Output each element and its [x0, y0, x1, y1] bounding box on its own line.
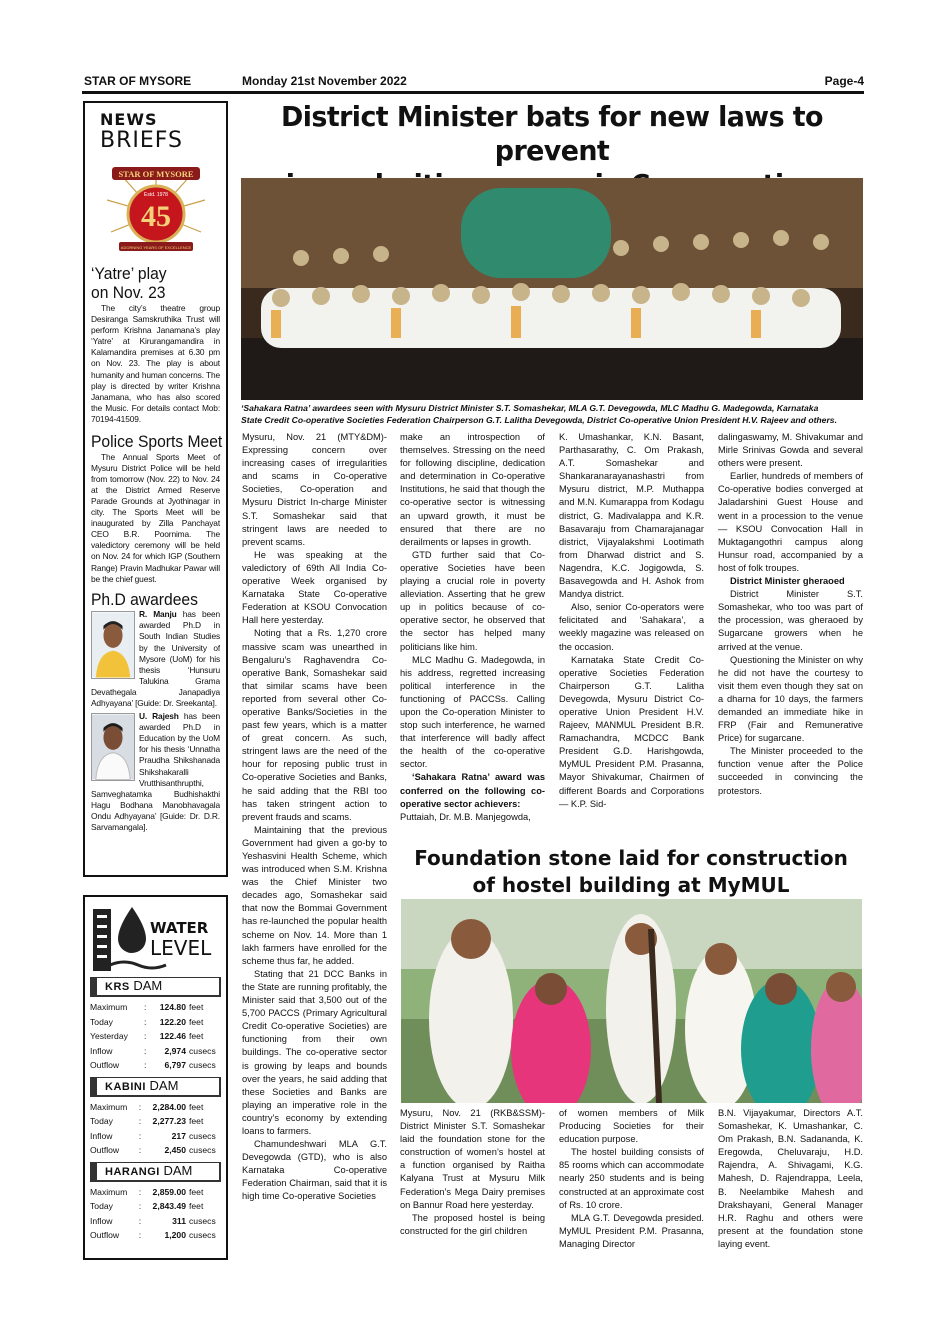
second-headline: Foundation stone laid for construction of hostel building at MyMUL — [414, 846, 848, 897]
portrait-photo-manju — [91, 611, 135, 679]
dam-table-harangi — [90, 1185, 221, 1243]
portrait-photo-rajesh — [91, 713, 135, 781]
level-label: LEVEL — [150, 936, 212, 960]
story1-column-2: make an introspection of themselves. Stressing on the need for following discipline, dedication and determination in Co-operative Institutions, he said that though the co-operative sector is witnessing an upward growth, it must be ensured that there are no derailments or lapses in growth. GTD further said that Co-operative Societies have been playing a crucial role in poverty alleviation. Asserting that he grew up in politics because of co-operative sector, he observed that the sector has helped many politicians like him. MLC Madhu G. Madegowda, in his address, regretted increasing political interference in the functioning of PACCSs. Calling upon the Co-operation Minister to stop such interference, he warned that interference will badly affect the health of the co-operative sector. ‘Sahakara Ratna’ award was conferred on the following co-operative sector achievers: Puttaiah, Dr. M.B. Manjegowda, — [400, 432, 545, 822]
masthead: STAR OF MYSORE — [84, 74, 192, 88]
awardee-manju — [91, 609, 220, 709]
issue-date: Monday 21st November 2022 — [242, 74, 407, 88]
photo-caption: ‘Sahakara Ratna’ awardees seen with Mysuru District Minister S.T. Somashekar, MLA G.T. Devegowda, MLC Madhu G. Madegowda, Karnataka State Credit Co-operative Societies Federation Chairperson G.T. Lalitha Devegowda, District Co-operative Union President H.V. Rajeev and others. — [241, 403, 837, 425]
dam-suffix: DAM — [149, 1077, 179, 1093]
table-row: Today : 2,843.49 feet — [90, 1201, 204, 1211]
awardee-text: has been awarded Ph.D in Education by the UoM for his thesis ‘Unnatha Praudha Shikshanada Shikshakaralli Vrutthisanthrupthi, Samveghatamka Budhishakthi Hagu Bodhana Manobhavagala Ondu Adhyayana’ [Guide: Dr. D.R. Sarvamangala]. — [91, 711, 220, 833]
water-label: WATER — [150, 919, 209, 937]
subheading: District Minister gheraoed — [730, 576, 845, 587]
briefs-briefs-label: BRIEFS — [100, 127, 183, 153]
logo-est: Estd. 1978 — [143, 191, 168, 198]
briefs-news-label: NEWS — [100, 110, 158, 129]
dam-name: KRS — [105, 981, 130, 993]
logo-motto: ADORNING YEARS OF EXCELLENCE — [120, 244, 191, 250]
dam-name: KABINI — [105, 1080, 146, 1093]
awardees-group-photo — [241, 178, 863, 400]
logo-number: 45 — [140, 199, 171, 233]
page-number: Page-4 — [824, 74, 864, 88]
briefs-heading — [100, 112, 220, 152]
star-of-mysore-45-logo — [97, 162, 215, 258]
table-row: Maximum : 2,284.00 feet — [90, 1101, 204, 1112]
story2-column-1: Mysuru, Nov. 21 (RKB&SSM)- District Minister S.T. Somashekar laid the foundation stone for the construction of women’s hostel at a function organised by Raitha Kalyana Trust at Mysuru Milk Federation’s Mega Dairy premises on Bannur Road here yesterday. The proposed hostel is being constructed for the girl children — [400, 1108, 545, 1236]
dam-heading-krs — [90, 977, 221, 997]
brief-title-phd: Ph.D awardees — [91, 589, 198, 609]
dam-suffix: DAM — [163, 1162, 193, 1178]
dam-heading-kabini — [90, 1077, 221, 1097]
table-row: Outflow : 1,200 cusecs — [90, 1230, 216, 1240]
table-row: Yesterday : 122.46 feet — [90, 1031, 204, 1041]
header-rule — [82, 91, 864, 94]
table-row: Outflow : 2,450 cusecs — [90, 1145, 216, 1155]
news-briefs-box — [83, 101, 228, 877]
dam-name: HARANGI — [105, 1165, 160, 1178]
dam-table-krs — [90, 1000, 221, 1073]
main-headline: District Minister bats for new laws to prevent — [281, 100, 823, 167]
awardee-name: R. Manju — [139, 609, 177, 620]
table-row: Today : 2,277.23 feet — [90, 1116, 204, 1126]
story2-column-3: B.N. Vijayakumar, Directors A.T. Somashekar, K. Umashankar, C. Om Prakash, B.N. Sadananda, K. Eregowda, Cheluvaraju, H.D. Rajendra, A. Shivagami, K.G. Mahesh, D. Rajendrappa, Leela, B. Neelambike Mahesh and Drakshayani, General Manager H.R. Raghu and others were present at the foundation stone laying event. — [718, 1108, 863, 1249]
table-row: Maximum : 124.80 feet — [90, 1002, 204, 1012]
dam-suffix: DAM — [133, 978, 163, 993]
table-row: Outflow : 6,797 cusecs — [90, 1060, 216, 1070]
brief-title-yatre: ‘Yatre’ play on Nov. 23 — [91, 263, 167, 303]
page-header — [84, 74, 864, 92]
awardee-name: U. Rajesh — [139, 711, 179, 722]
brief-body-police: The Annual Sports Meet of Mysuru District Police will be held from tomorrow (Nov. 22) to Nov. 24 at the District Armed Reserve Parade Grounds at Jyothinagar in city. The Sports Meet will be inaugurated by Zilla Panchayat CEO B.R. Poornima. The valedictory ceremony will be held on Nov. 24 for which IGP (Southern Range) Pravin Madhukar Pawar will be the chief guest. — [91, 451, 220, 584]
dam-table-kabini — [90, 1100, 221, 1158]
awardee-rajesh — [91, 711, 220, 833]
foundation-stone-photo — [401, 899, 862, 1103]
brief-body-yatre: The city’s theatre group Desiranga Samskruthika Trust will perform Krishna Janamana’s play ‘Yatre’ at Kirurangamandira in Kalamandira premises at 6.30 pm on Nov. 23. The play is about humanity and human concerns. The play is directed by writer Krishna Janamana, who has also scored the Music. For details contact Mob: 70194-41509. — [91, 302, 220, 424]
story2-column-2: of women members of Milk Producing Societies for their education purpose. The hostel building consists of 85 rooms which can accommodate nearly 250 students and is being constructed at an approximate cost of Rs. 10 crore. MLA G.T. Devegowda presided. MyMUL President P.M. Prasanna, Managing Director — [559, 1108, 704, 1249]
water-level-box — [83, 895, 228, 1260]
awardee-text: has been awarded Ph.D in South Indian Studies by the University of Mysore (UoM) for his thesis ‘Hunsuru Talukina Grama Devathegala Janapadiya Adhyayana’ [Guide: Dr. Sreekanta]. — [91, 609, 220, 708]
table-row: Maximum : 2,859.00 feet — [90, 1186, 204, 1197]
story1-column-1: Mysuru, Nov. 21 (MTY&DM)- Expressing concern over increasing cases of irregularities and scams in Co-operative Societies, Co-operation and Mysuru District In-charge Minister S.T. Somashekar said that stringent laws are needed to prevent scams. He was speaking at the valedictory of 69th All India Co-operative Week organised by Karnataka State Co-operative Federation at KSOU Convocation Hall here yesterday. Noting that a Rs. 1,270 crore massive scam was unearthed in Bengaluru’s Raghavendra Co-operative Bank, Somashekar said that similar scams have been reported from several other Co-operative Banks/Societies in the past few years, which is a matter of great concern. As such, stringent laws are the need of the hour for reposing public trust in Co-operative Societies and Banks, he said adding that the RBI too has taken stringent action to prevent frauds and scams. Maintaining that the previous Government had given a go-by to Yeshasvini Health Scheme, which was introduced when S.M. Krishna was the Chief Minister two decades ago, Somashekar said that now the Bommai Government has re-launched the popular health scheme on Nov. 14. More than 1 lakh farmers have enrolled for the scheme thus far, he added. Stating that 21 DCC Banks in the State are running profitably, the Minister said that 3,500 out of the 5,700 PACCS (Primary Agricultural Credit Co-operative Societies) are functioning from their own buildings. The co-operative sector is growing by leaps and bounds over the years, he said adding that these Societies and Banks are playing an imperative role in the country’s economy by extending loans to farmers. Chamundeshwari MLA G.T. Devegowda (GTD), who is also Karnataka Co-operative Federation Chairman, said that it is high time Co-operative Societies — [242, 432, 387, 1202]
table-row: Today : 122.20 feet — [90, 1016, 204, 1027]
dam-heading-harangi — [90, 1162, 221, 1182]
logo-name: STAR OF MYSORE — [117, 168, 194, 179]
table-row: Inflow : 217 cusecs — [90, 1130, 216, 1141]
water-drop-icon — [90, 903, 225, 973]
table-row: Inflow : 2,974 cusecs — [90, 1045, 216, 1056]
story1-column-4: dalingaswamy, M. Shivakumar and Mirle Srinivas Gowda and several others were present. Earlier, hundreds of members of Co-operative bodies converged at Jaladarshini Guest House and went in a procession to the venue — KSOU Convocation Hall in Muktagangothri campus along Hunsur road, accompanied by a host of folk troupes. District Minister gheraoed District Minister S.T. Somashekar, who too was part of the procession, was gheraoed by Sugarcane growers when he arrived at the venue. Questioning the Minister on why he did not have the courtesy to visit them even though they sat on a dharna for 10 days, the farmers demanded an immediate hike in FRP (Fair and Remunerative Price) for sugarcane. The Minister proceeded to the function venue after the Police succeeded in convincing the protestors. — [718, 432, 863, 796]
water-level-heading — [90, 903, 221, 973]
table-row: Inflow : 311 cusecs — [90, 1215, 216, 1226]
brief-title-police: Police Sports Meet — [91, 432, 223, 452]
story1-column-3: K. Umashankar, K.N. Basant, Parthasarathy, C. Om Prakash, A.T. Somashekar and Shankaranarayanashastri from Mysuru district, M.P. Muthappa and M.N. Kumarappa from Kodagu district, G. Madivalappa and K.R. Basavaraju from Chamarajanagar district, Vijayalakshmi Lootimath from Dharwad district and S. Nagendra, K.C. Jogigowda, S. Basavegowda and H. Ashok from Mandya district. Also, senior Co-operators were felicitated and ‘Sahakara’, a weekly magazine was released on the occasion. Karnataka State Credit Co-operative Societies Federation Chairperson G.T. Lalitha Devegowda, Mysuru District Co-operative Union President H.V. Rajeev, MANMUL President B.R. Ramachandra, MCDCC Bank President G.D. Harishgowda, MyMUL President P.M. Prasanna, Mayor Shivakumar, Chairmen of different Boards and Corporations — K.P. Sid- — [559, 432, 704, 809]
